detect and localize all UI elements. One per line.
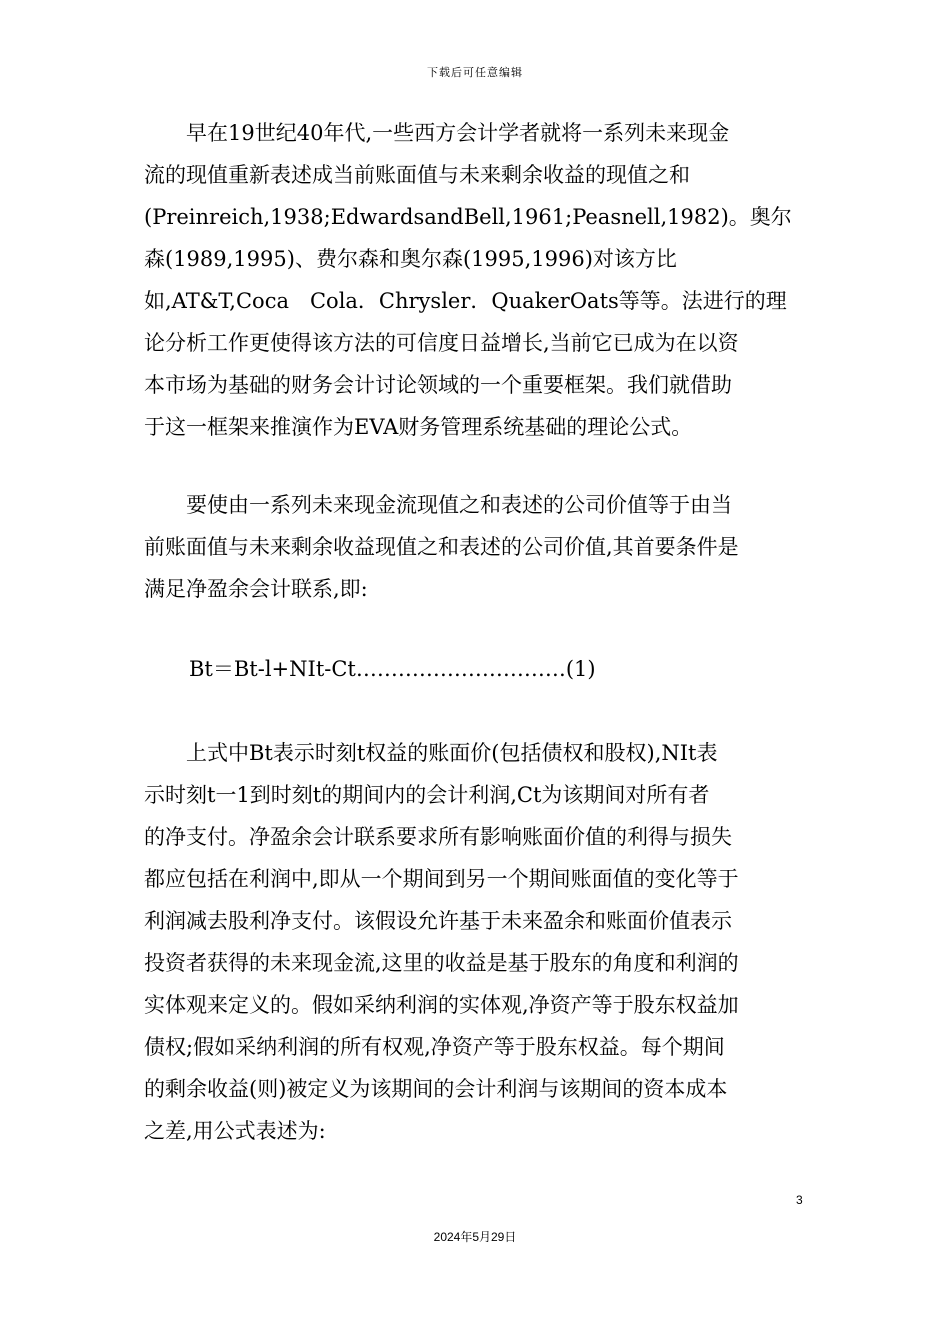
paragraph-1 [144, 112, 806, 448]
paragraph-line: 满足净盈余会计联系,即: [144, 577, 368, 601]
paragraph-line: 早在19世纪40年代,一些西方会计学者就将一系列未来现金 [144, 121, 730, 145]
page-number: 3 [796, 1193, 803, 1207]
paragraph-line: 投资者获得的未来现金流,这里的收益是基于股东的角度和利润的 [144, 951, 739, 975]
paragraph-line: 前账面值与未来剩余收益现值之和表述的公司价值,其首要条件是 [144, 535, 739, 559]
formula-1: Bt＝Bt-l+NIt-Ct…………………………(1) [189, 657, 596, 681]
page-header: 下载后可任意编辑 [427, 66, 523, 79]
paragraph-line: (Preinreich,1938;EdwardsandBell,1961;Peasnell,1982)。奥尔 [144, 205, 792, 229]
paragraph-line: 论分析工作更使得该方法的可信度日益增长,当前它已成为在以资 [144, 331, 739, 355]
paragraph-line: 的剩余收益(则)被定义为该期间的会计利润与该期间的资本成本 [144, 1077, 728, 1101]
paragraph-line: 的净支付。净盈余会计联系要求所有影响账面价值的利得与损失 [144, 825, 732, 849]
paragraph-line: 如,AT&T,Coca Cola．Chrysler．QuakerOats等等。法进行的理 [144, 289, 787, 313]
paragraph-line: 实体观来定义的。假如采纳利润的实体观,净资产等于股东权益加 [144, 993, 739, 1017]
paragraph-2 [144, 484, 806, 610]
paragraph-line: 债权;假如采纳利润的所有权观,净资产等于股东权益。每个期间 [144, 1035, 725, 1059]
paragraph-line: 要使由一系列未来现金流现值之和表述的公司价值等于由当 [144, 493, 732, 517]
paragraph-line: 之差,用公式表述为: [144, 1119, 326, 1143]
paragraph-line: 利润减去股利净支付。该假设允许基于未来盈余和账面价值表示 [144, 909, 732, 933]
footer-date: 2024年5月29日 [433, 1230, 517, 1244]
paragraph-3 [144, 732, 806, 1152]
paragraph-line: 于这一框架来推演作为EVA财务管理系统基础的理论公式。 [144, 415, 693, 439]
paragraph-line: 都应包括在利润中,即从一个期间到另一个期间账面值的变化等于 [144, 867, 739, 891]
paragraph-line: 示时刻t一1到时刻t的期间内的会计利润,Ct为该期间对所有者 [144, 783, 710, 807]
paragraph-line: 森(1989,1995)、费尔森和奥尔森(1995,1996)对该方比 [144, 247, 677, 271]
paragraph-line: 流的现值重新表述成当前账面值与未来剩余收益的现值之和 [144, 163, 690, 187]
paragraph-line: 本市场为基础的财务会计讨论领域的一个重要框架。我们就借助 [144, 373, 732, 397]
paragraph-line: 上式中Bt表示时刻t权益的账面价(包括债权和股权),NIt表 [144, 741, 718, 765]
